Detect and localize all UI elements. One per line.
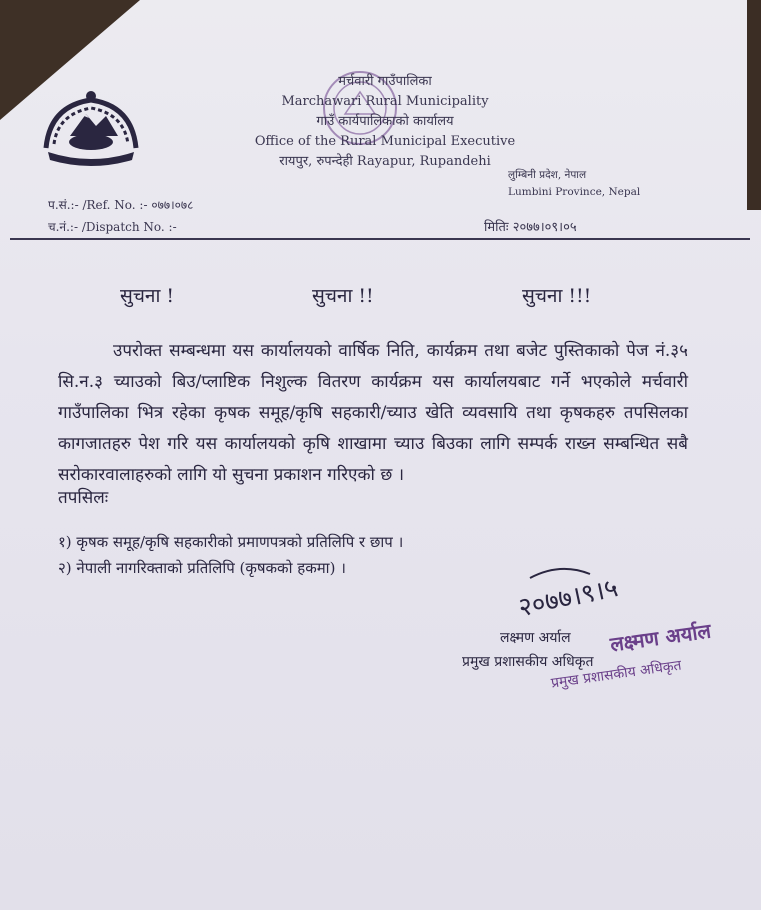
stamp-name: लक्ष्मण अर्याल [608,618,713,657]
notice-heading-2: सुचना !! [312,285,374,307]
signatory-title: प्रमुख प्रशासकीय अधिकृत [462,654,594,670]
details-heading: तपसिलः [58,488,109,508]
dispatch-number [48,218,177,235]
notice-body: उपरोक्त सम्बन्धमा यस कार्यालयको वार्षिक निति, कार्यक्रम तथा बजेट पुस्तिकाको पेज नं.३५ सि.न.३ च्याउको बिउ/प्लाष्टिक निशुल्क वितरण कार्यक्रम यस कार्यालयबाट गर्ने भएकोले मर्चवारी गाउँपालिका भित्र रहेका कृषक समूह/कृषि सहकारी/च्याउ खेति व्यवसायि तथा कृषकहरु तपसिलका कागजातहरु पेश गरि यस कार्यालयको कृषि शाखामा च्याउ बिउका लागि सम्पर्क राख्न सम्बन्धित सबै सरोकारवालाहरुको लागि यो सुचना प्रकाशन गरिएको छ । [58,341,688,485]
notice-heading-3: सुचना !!! [522,285,592,307]
table-edge [747,0,761,210]
municipality-name-en: Marchawari Rural Municipality [281,94,489,109]
dispatch-label: च.नं.:- /Dispatch No. :- [48,220,177,234]
letter-date [484,217,577,235]
date-label: मितिः [484,220,509,235]
header-divider [10,238,750,240]
ref-value: ०७७।०७८ [151,198,194,212]
office-name-np: गाउँ कार्यपालिकाको कार्यालय [316,114,454,129]
signature-handwriting: २०७७।९।५ [515,573,621,624]
notice-heading-1: सुचना ! [120,285,175,307]
province-np: लुम्बिनी प्रदेश, नेपाल [508,169,587,181]
date-value: २०७७।०९।०५ [512,220,577,235]
signatory-name: लक्ष्मण अर्याल [500,630,571,646]
province-block [508,167,640,201]
ref-number [48,196,193,213]
municipality-name-np: मर्चवारी गाउँपालिका [338,74,432,89]
ref-label: प.सं.:- /Ref. No. :- [48,198,148,212]
stamp-title: प्रमुख प्रशासकीय अधिकृत [550,657,683,692]
nepal-emblem-icon [40,86,142,166]
office-name-en: Office of the Rural Municipal Executive [254,134,516,149]
detail-item-2: २) नेपाली नागरिक्ताको प्रतिलिपि (कृषकको हकमा) । [58,559,346,577]
letterhead [220,72,550,172]
province-en: Lumbini Province, Nepal [508,186,641,198]
office-address: रायपुर, रुपन्देही Rayapur, Rupandehi [279,154,491,169]
detail-item-1: १) कृषक समूह/कृषि सहकारीको प्रमाणपत्रको प्रतिलिपि र छाप । [58,533,404,551]
